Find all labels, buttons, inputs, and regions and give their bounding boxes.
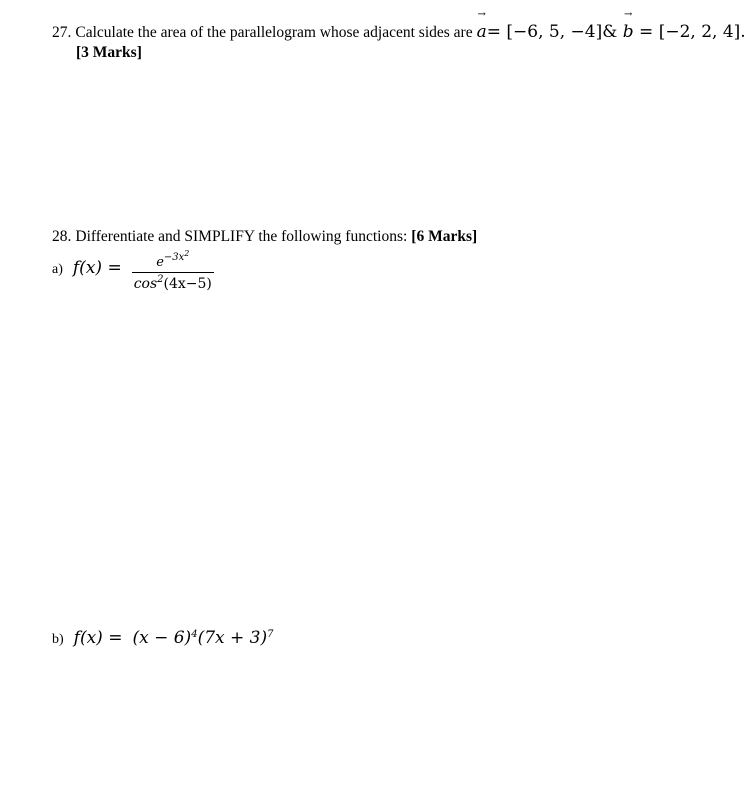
part-b <box>52 628 274 648</box>
question-27-text: Calculate the area of the parallelogram whose adjacent sides are <box>75 24 473 41</box>
ampersand: & <box>602 22 618 42</box>
vector-a-expression <box>476 9 746 42</box>
question-27 <box>52 9 746 42</box>
part-b-lhs: f(x) = <box>73 628 123 648</box>
part-a-lhs: f(x) = <box>72 257 122 278</box>
question-28-number: 28. <box>52 228 72 245</box>
vector-a-value: = [−6, 5, −4] <box>486 22 603 42</box>
part-a <box>52 249 214 292</box>
part-b-term-1: $(x - 6)^4$ <box>132 628 198 648</box>
part-a-denominator: $\cos^2(4x-5)$ <box>133 274 212 292</box>
question-27-number: 27. <box>52 24 72 41</box>
vector-arrow-icon: → <box>477 9 486 20</box>
part-b-label: b) <box>52 632 64 647</box>
vector-b: → b <box>622 9 634 42</box>
vector-arrow-icon: → <box>623 9 633 20</box>
part-b-term-2: $(7x + 3)^7$ <box>197 628 274 648</box>
part-a-numerator: $e^{-3x^2}$ <box>156 249 190 270</box>
question-27-marks: [3 Marks] <box>76 44 142 61</box>
question-28-text: Differentiate and SIMPLIFY the following functions: <box>75 228 408 245</box>
vector-a: → a <box>476 9 487 42</box>
question-28 <box>52 228 477 246</box>
part-a-label: a) <box>52 261 63 277</box>
part-a-fraction <box>132 249 214 292</box>
vector-b-value: = [−2, 2, 4]. <box>639 22 746 42</box>
question-28-marks: [6 Marks] <box>411 228 478 245</box>
